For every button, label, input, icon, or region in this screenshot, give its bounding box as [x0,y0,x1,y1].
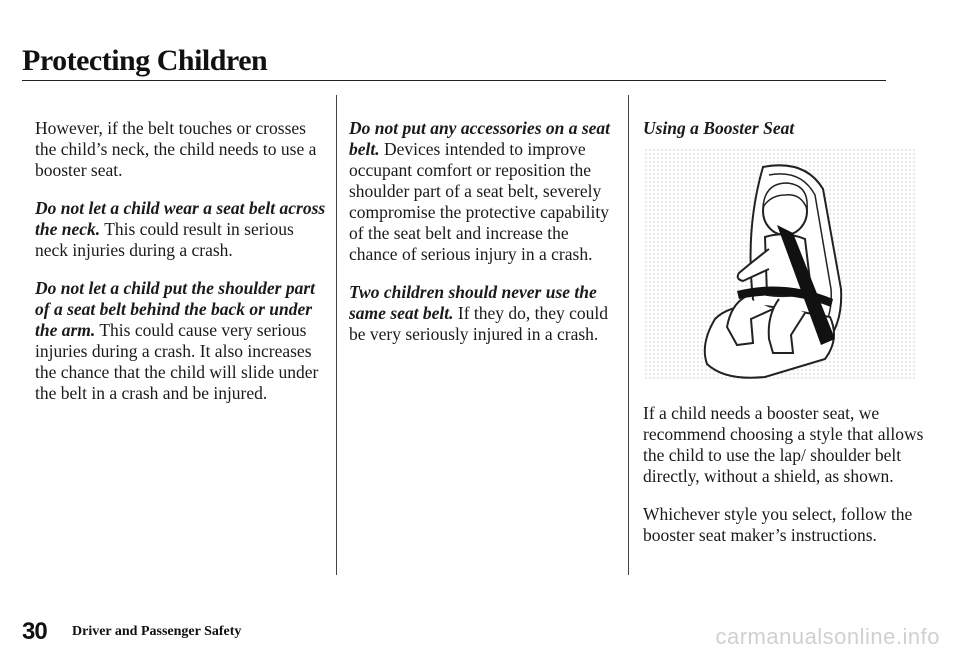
warning-neck-text: This could result in serious neck injuries during a crash. [35,219,294,260]
section-title: Driver and Passenger Safety [72,624,242,639]
warning-two-children-heading: Two children should never use the same seat belt. [349,282,597,323]
warning-shoulder-heading: Do not let a child put the shoulder part of a seat belt behind the back or under the arm. [35,278,316,340]
middle-paragraph-2 [349,282,621,345]
left-column [35,118,331,421]
middle-column [349,118,621,362]
booster-seat-subheading: Using a Booster Seat [643,118,795,138]
header-rule [22,80,886,81]
middle-paragraph-1 [349,118,621,265]
warning-shoulder-text: This could cause very serious injuries during a crash. It also increases the chance that the child will slide under the belt in a crash and be injured. [35,320,319,403]
right-paragraph-2: Whichever style you select, follow the booster seat maker’s instructions. [643,504,913,545]
page-title: Protecting Children [22,44,268,77]
right-column [643,118,925,563]
left-paragraph-1: However, if the belt touches or crosses the child’s neck, the child needs to use a booster seat. [35,118,317,180]
column-divider-2 [628,95,629,575]
child-in-booster-seat-illustration [645,149,925,381]
page-number: 30 [22,618,47,645]
warning-neck-heading: Do not let a child wear a seat belt across the neck. [35,198,326,239]
warning-accessories-text: Devices intended to improve occupant comfort or reposition the shoulder part of a seat belt, severely compromise the protective capability of the seat belt and increase the chance of serious injury in a crash. [349,139,609,264]
right-paragraph-1: If a child needs a booster seat, we recommend choosing a style that allows the child to use the lap/ shoulder belt directly, without a shield, as shown. [643,403,924,486]
left-paragraph-3 [35,278,331,404]
site-watermark: carmanualsonline.info [715,624,940,649]
column-divider-1 [336,95,337,575]
warning-two-children-text: If they do, they could be very seriously injured in a crash. [349,303,609,344]
warning-accessories-heading: Do not put any accessories on a seat belt. [349,118,611,159]
left-paragraph-2 [35,198,331,261]
